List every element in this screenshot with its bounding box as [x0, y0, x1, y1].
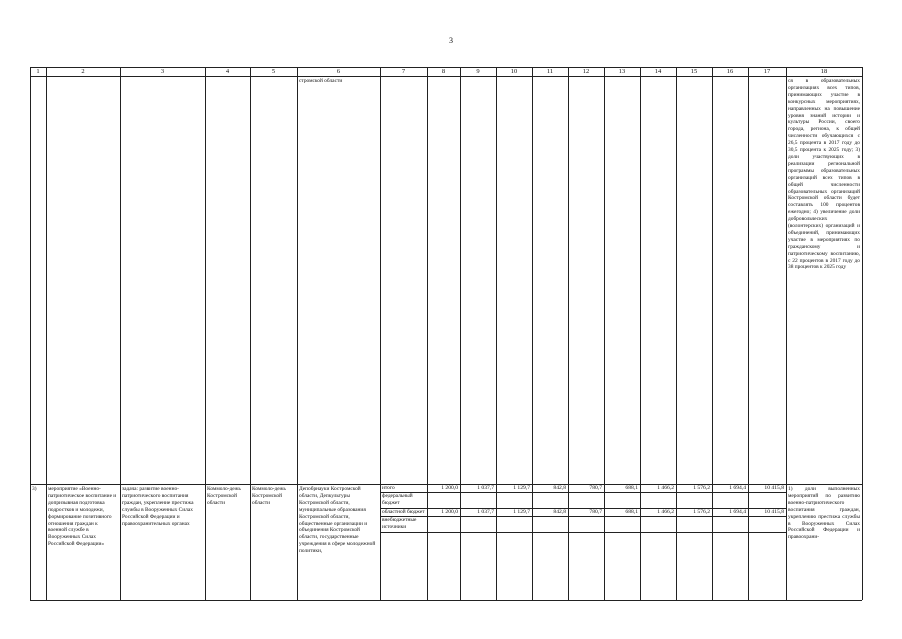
- col-header-18: 18: [820, 68, 828, 75]
- item-coordinator: Коммоло-дежь Костромской области: [252, 486, 286, 506]
- col-header-1: 1: [36, 68, 40, 75]
- item-task: задача: развитие военно-патриотического воспитания граждан, укрепление престижа службы в Вооруженных Силах Российской Федерации и правоохранительных органах: [122, 486, 194, 527]
- col-header-10: 10: [510, 68, 518, 75]
- col-header-16: 16: [726, 68, 734, 75]
- regional-value: 688,1: [625, 509, 638, 515]
- col-header-12: 12: [582, 68, 590, 75]
- item-title: мероприятие «Военно-патриотическое воспитание и допризывная подготовка подростков и молодежи, формирование позитивного отношения граждан к военной службе в Вооруженных Силах Российской Федерации»: [48, 486, 117, 548]
- funding-source-offbudget: внебюджетные источники: [382, 517, 417, 530]
- item-responsible: Коммоло-дежь Костромской области: [207, 486, 241, 506]
- regional-value: 1 576,2: [693, 509, 710, 515]
- top-row-col6: стромской области: [299, 78, 343, 84]
- total-value: 1 129,7: [513, 485, 530, 491]
- total-value: 842,8: [553, 485, 566, 491]
- col-header-6: 6: [336, 68, 341, 75]
- total-value: 1 576,2: [693, 485, 710, 491]
- regional-value: 10 415,8: [764, 509, 784, 515]
- funding-source-federal: федеральный бюджет: [382, 493, 413, 506]
- item-participants: Депобрнауки Костромской области, Депкультуры Костромской области, муниципальные образования Костромской области, общественные организации и объединения Костромской области, государственные учреждения в сфере молодежной политики,: [299, 486, 376, 555]
- item-number: 3): [32, 486, 37, 492]
- total-value: 1 200,0: [441, 485, 458, 491]
- total-value: 688,1: [625, 485, 638, 491]
- funding-source-regional: областной бюджет: [382, 509, 425, 515]
- col-header-17: 17: [763, 68, 771, 75]
- col-header-7: 7: [401, 68, 406, 75]
- col-header-4: 4: [225, 68, 230, 75]
- total-value: 780,7: [589, 485, 602, 491]
- regional-value: 842,8: [553, 509, 566, 515]
- total-value: 1 466,2: [657, 485, 674, 491]
- program-table: [30, 67, 862, 600]
- col-header-13: 13: [618, 68, 626, 75]
- regional-value: 780,7: [589, 509, 602, 515]
- regional-value: 1 037,7: [477, 509, 494, 515]
- funding-source-total: итого: [382, 485, 395, 491]
- total-value: 10 415,8: [764, 485, 784, 491]
- col-header-15: 15: [690, 68, 698, 75]
- page-number: 3: [449, 36, 453, 45]
- col-header-8: 8: [441, 68, 446, 75]
- total-value: 1 037,7: [477, 485, 494, 491]
- item-indicators: 1) доли выполненных мероприятий по развитию военно-патриотического воспитания граждан, укреплению престижа службы в Вооруженных Силах Российской Федерации и правоохрани-: [788, 486, 860, 541]
- top-row-col18: ся в образовательных организациях всех типов, принимающих участие в конкурсных мероприятиях, направленных на повышение уровня знаний истории и культуры России, своего города, региона, к общей численности обучающихся с 26,5 процента в 2017 году до 30,5 процента к 2025 году; 3) доли участвующих в реализации региональной программы образовательных организаций всех типов в общей численности образовательных организаций Костромской области будет составлять 100 процентов ежегодно; 4) увеличение доли добровольческих (волонтерских) организаций и объединений, принимающих участие в мероприятиях по гражданскому и патриотическому воспитанию, с 22 процентов в 2017 году до 38 процентов к 2025 году: [788, 78, 860, 271]
- regional-value: 1 200,0: [441, 509, 458, 515]
- regional-value: 1 466,2: [657, 509, 674, 515]
- col-header-9: 9: [476, 68, 480, 75]
- col-header-11: 11: [546, 68, 554, 75]
- total-value: 1 694,4: [729, 485, 746, 491]
- col-header-2: 2: [81, 68, 85, 75]
- regional-value: 1 694,4: [729, 509, 746, 515]
- regional-value: 1 129,7: [513, 509, 530, 515]
- col-header-5: 5: [271, 68, 276, 75]
- col-header-14: 14: [654, 68, 662, 75]
- col-header-3: 3: [160, 68, 165, 75]
